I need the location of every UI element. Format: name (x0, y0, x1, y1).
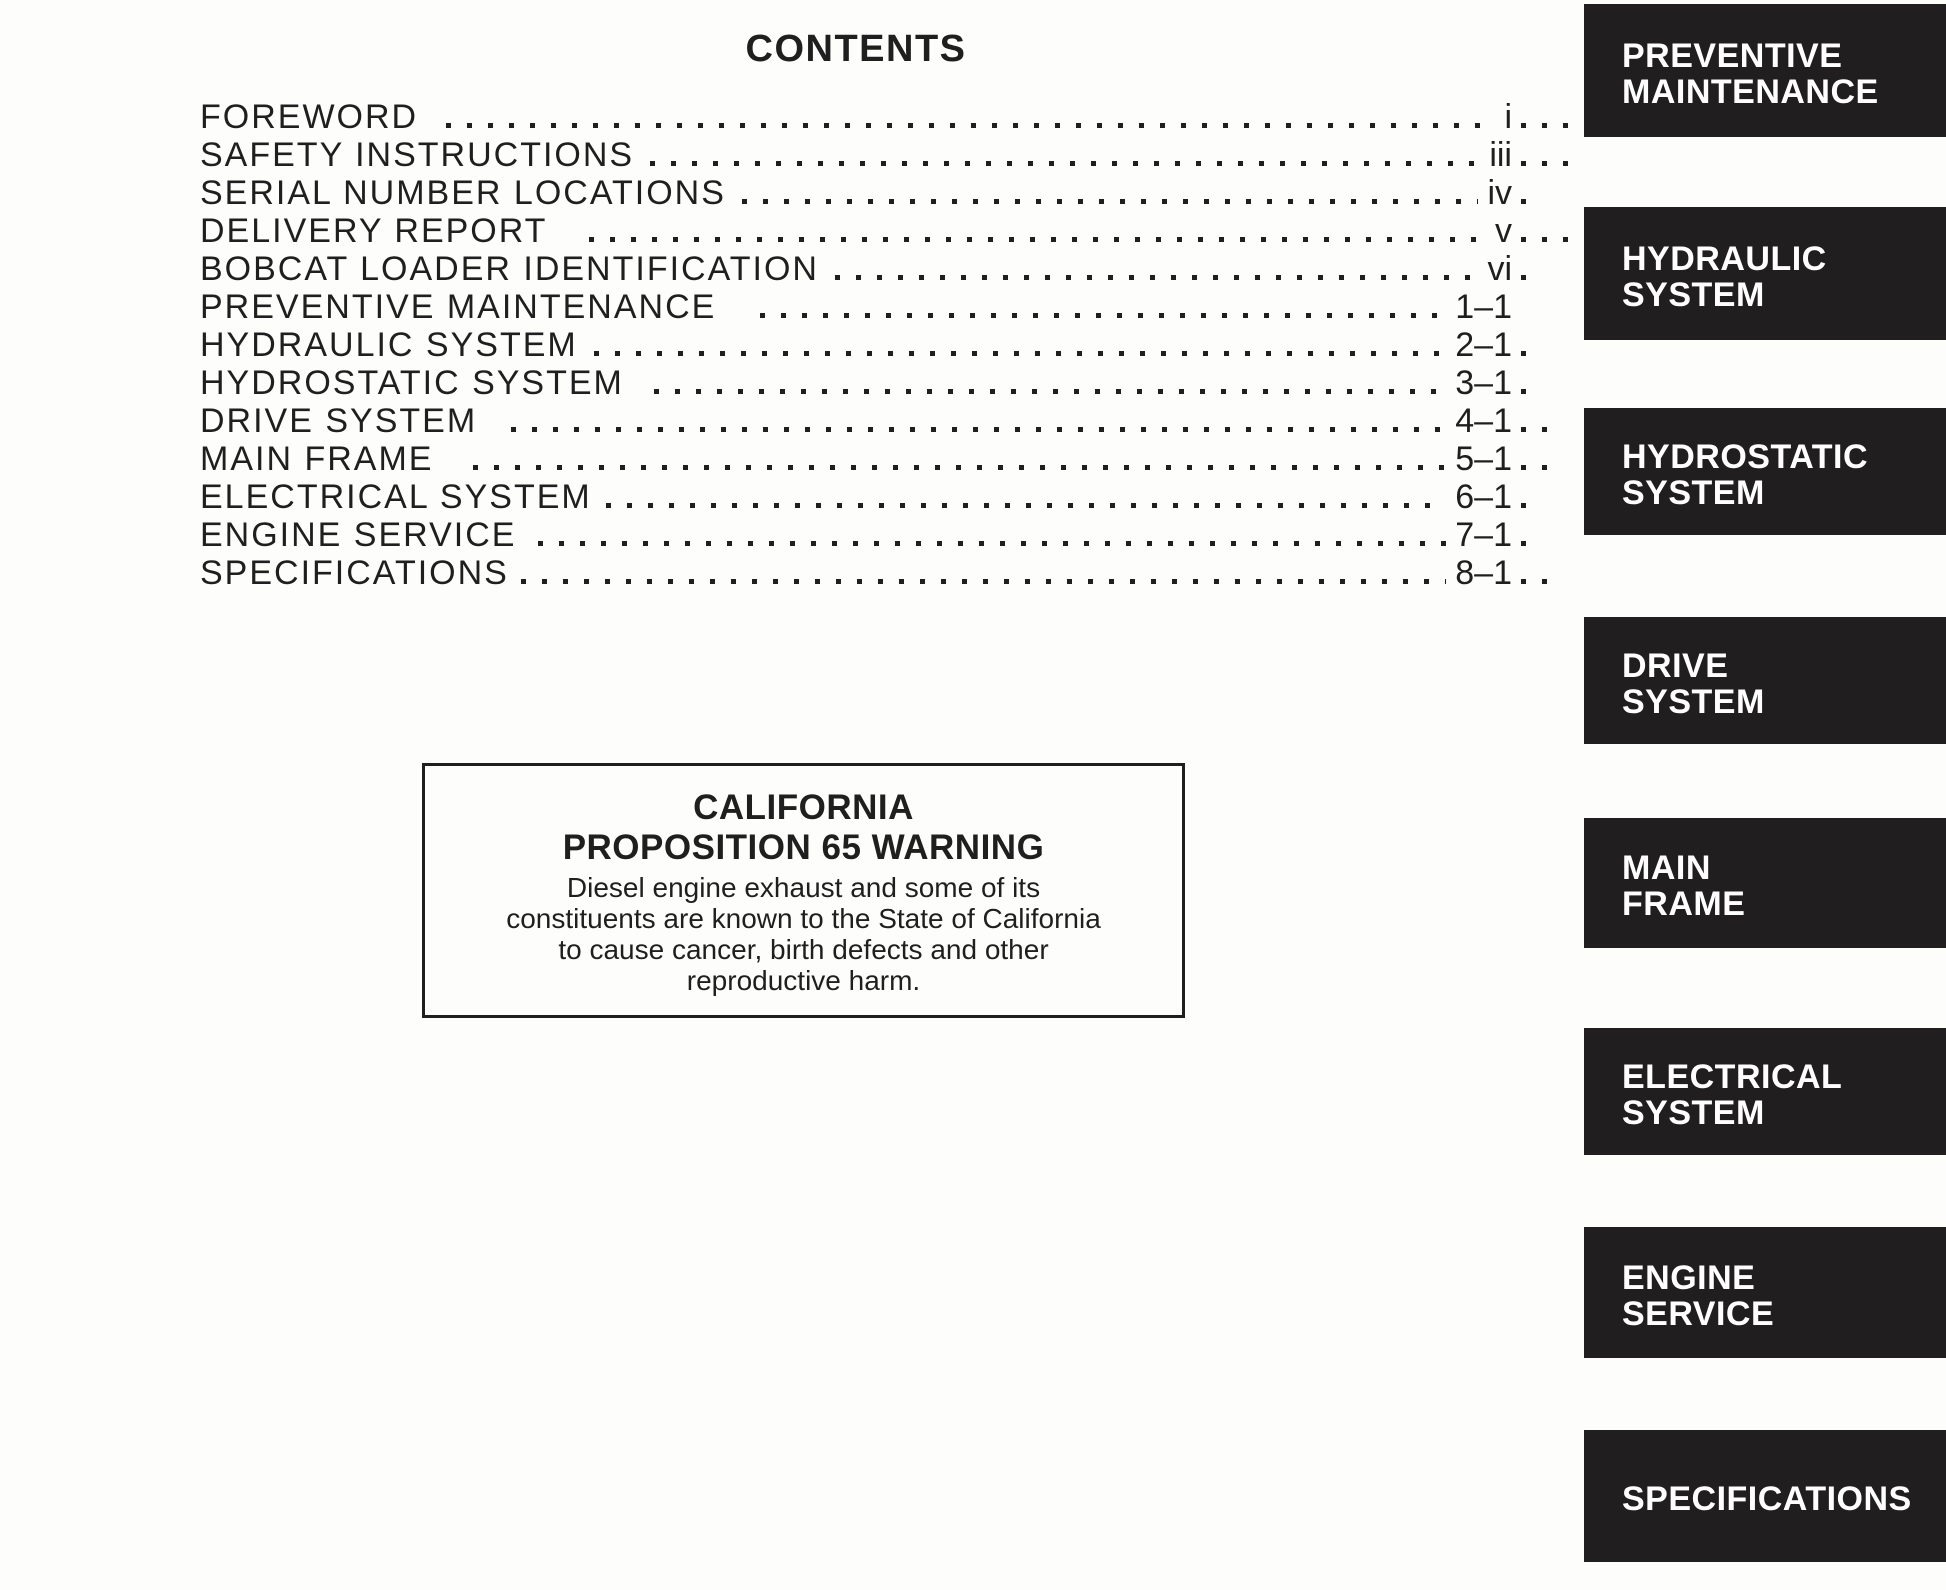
trailing-scan-dots (1521, 199, 1526, 204)
warning-body-line: reproductive harm. (686, 965, 921, 996)
section-tab-preventive-maintenance (1584, 4, 1946, 137)
dot-leader (594, 351, 1447, 356)
toc-row (200, 212, 1512, 250)
tab-label-line: SYSTEM (1622, 473, 1765, 512)
toc-row (200, 136, 1512, 174)
toc-row (200, 174, 1512, 212)
dot-leader (654, 389, 1446, 394)
dot-leader (473, 465, 1446, 470)
trailing-scan-dots (1521, 389, 1526, 394)
trailing-scan-dots (1521, 123, 1589, 128)
tab-label-line: HYDROSTATIC (1622, 437, 1869, 476)
toc-page-number: 8–1 (1455, 554, 1512, 592)
toc-entry-label: SAFETY INSTRUCTIONS (200, 136, 635, 174)
toc-entry-label: MAIN FRAME (200, 440, 434, 478)
toc-row (200, 98, 1512, 136)
section-tab-drive-system (1584, 617, 1946, 744)
dot-leader (650, 161, 1480, 166)
section-tab-main-frame (1584, 818, 1946, 948)
section-tab-electrical-system (1584, 1028, 1946, 1155)
tab-label-line: SPECIFICATIONS (1622, 1480, 1912, 1518)
toc-entry-label: HYDROSTATIC SYSTEM (200, 364, 624, 402)
toc-page-number: 5–1 (1455, 440, 1512, 478)
dot-leader (742, 199, 1479, 204)
trailing-scan-dots (1521, 275, 1526, 280)
toc-entry-label: PREVENTIVE MAINTENANCE (200, 288, 717, 326)
toc-entry-label: ENGINE SERVICE (200, 516, 517, 554)
warning-body-line: constituents are known to the State of California (506, 903, 1101, 934)
tab-label-line: DRIVE (1622, 646, 1729, 685)
toc-row (200, 516, 1512, 554)
toc-page-number: iii (1489, 136, 1512, 174)
dot-leader (538, 541, 1446, 546)
section-tab-hydrostatic-system (1584, 408, 1946, 535)
toc-row (200, 478, 1512, 516)
trailing-scan-dots (1521, 579, 1547, 584)
tab-label-line: PREVENTIVE (1622, 36, 1843, 75)
toc-entry-label: SERIAL NUMBER LOCATIONS (200, 174, 726, 212)
page-title: CONTENTS (745, 28, 967, 71)
dot-leader (521, 579, 1446, 584)
toc-row (200, 250, 1512, 288)
tab-label-line: ELECTRICAL (1622, 1057, 1843, 1096)
toc-entry-label: HYDRAULIC SYSTEM (200, 326, 578, 364)
warning-body-line: to cause cancer, birth defects and other (558, 934, 1049, 965)
toc-row (200, 554, 1512, 592)
toc-entry-label: SPECIFICATIONS (200, 554, 509, 592)
toc-page-number: 3–1 (1455, 364, 1512, 402)
warning-body (425, 872, 1182, 996)
toc-list (200, 98, 1512, 592)
toc-entry-label: FOREWORD (200, 98, 419, 136)
tab-label-line: SYSTEM (1622, 682, 1765, 721)
tab-label-line: ENGINE (1622, 1258, 1756, 1297)
section-tab-hydraulic-system (1584, 207, 1946, 340)
toc-page-number: 4–1 (1455, 402, 1512, 440)
trailing-scan-dots (1521, 427, 1547, 432)
tab-label-line: SERVICE (1622, 1294, 1775, 1333)
toc-page-number: i (1504, 98, 1512, 136)
toc-page-number: 1–1 (1455, 288, 1512, 326)
prop65-warning-box (422, 763, 1185, 1018)
toc-page-number: 6–1 (1455, 478, 1512, 516)
toc-entry-label: DELIVERY REPORT (200, 212, 548, 250)
tab-label-line: FRAME (1622, 885, 1746, 923)
dot-leader (589, 237, 1486, 242)
toc-row (200, 288, 1512, 326)
tab-label-line: MAIN (1622, 849, 1711, 887)
tab-label-line: SYSTEM (1622, 275, 1765, 314)
dot-leader (835, 275, 1478, 280)
trailing-scan-dots (1521, 541, 1526, 546)
section-tab-engine-service (1584, 1227, 1946, 1358)
toc-entry-label: BOBCAT LOADER IDENTIFICATION (200, 250, 819, 288)
toc-page-number: v (1495, 212, 1512, 250)
toc-page-number: 7–1 (1455, 516, 1512, 554)
toc-row (200, 402, 1512, 440)
toc-row (200, 326, 1512, 364)
warning-heading-line2: PROPOSITION 65 WARNING (562, 828, 1045, 867)
toc-page-number: iv (1487, 174, 1512, 212)
toc-row (200, 364, 1512, 402)
toc-page-number: vi (1487, 250, 1512, 288)
section-tab-specifications (1584, 1430, 1946, 1562)
toc-page-number: 2–1 (1455, 326, 1512, 364)
warning-heading-line1: CALIFORNIA (693, 788, 914, 827)
dot-leader (760, 313, 1446, 318)
dot-leader (606, 503, 1447, 508)
toc-row (200, 440, 1512, 478)
tab-label-line: MAINTENANCE (1622, 72, 1879, 111)
dot-leader (446, 123, 1495, 128)
toc-entry-label: ELECTRICAL SYSTEM (200, 478, 592, 516)
trailing-scan-dots (1521, 503, 1526, 508)
warning-body-line: Diesel engine exhaust and some of its (566, 872, 1041, 903)
trailing-scan-dots (1521, 161, 1568, 166)
trailing-scan-dots (1521, 237, 1568, 242)
trailing-scan-dots (1521, 465, 1547, 470)
trailing-scan-dots (1521, 351, 1526, 356)
tab-label-line: HYDRAULIC (1622, 239, 1827, 278)
dot-leader (511, 427, 1446, 432)
toc-entry-label: DRIVE SYSTEM (200, 402, 478, 440)
tab-label-line: SYSTEM (1622, 1093, 1765, 1132)
